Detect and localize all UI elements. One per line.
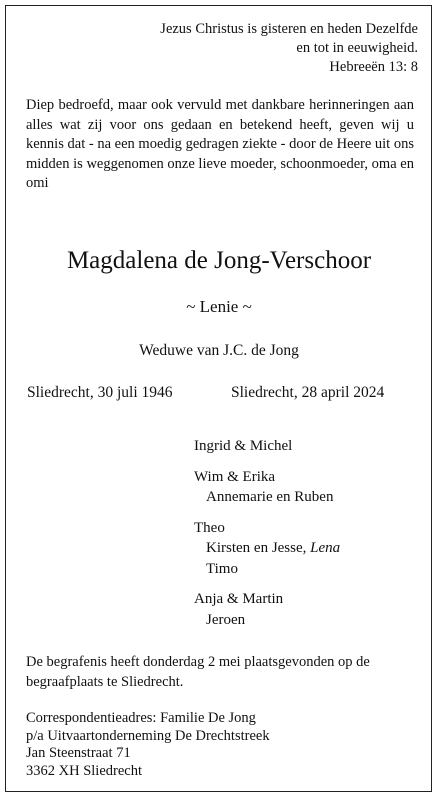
funeral-info: De begrafenis heeft donderdag 2 mei plaatsgevonden op de begraafplaats te Sliedrecht. [26,654,370,690]
birth-place-date: Sliedrecht, 30 juli 1946 [27,384,173,401]
verse-reference: Hebreeën 13: 8 [329,59,418,75]
family-children-names: Kirsten en Jesse, [206,540,311,556]
family-couple: Theo [194,519,225,536]
family-children: Jeroen [206,611,246,628]
widow-of: Weduwe van J.C. de Jong [139,342,299,359]
family-couple: Wim & Erika [194,468,276,485]
address-line-1: Correspondentieadres: Familie De Jong [26,710,256,726]
family-couple: Ingrid & Michel [194,438,293,454]
family-children: Timo [206,560,238,577]
family-children: Annemarie en Ruben [206,489,334,505]
deceased-nickname: ~ Lenie ~ [186,297,252,316]
address-line-2: p/a Uitvaartonderneming De Drechtstreek [26,727,270,744]
verse-line-2: en tot in eeuwigheid. [296,40,418,56]
family-couple: Anja & Martin [194,591,284,607]
address-line-3: Jan Steenstraat 71 [26,745,131,762]
family-children [194,538,340,559]
family-child-italic: Lena [310,540,341,556]
correspondence-address [26,710,414,780]
verse-line-1: Jezus Christus is gisteren en heden Dezelfde [160,21,418,37]
death-place-date: Sliedrecht, 28 april 2024 [231,384,385,401]
announcement-text: Diep bedroefd, maar ook vervuld met dankbare herinneringen aan alles wat zij voor ons gedaan en betekend heeft, geven wij u kennis dat - na een moedig gedragen ziekte - door de Heere uit ons midden is weggenomen onze lieve moeder, schoonmoeder, oma en omi [26,97,414,192]
family-list [194,436,340,630]
deceased-name: Magdalena de Jong-Verschoor [66,247,372,274]
bible-verse [88,20,418,77]
address-line-4: 3362 XH Sliedrecht [26,762,142,779]
